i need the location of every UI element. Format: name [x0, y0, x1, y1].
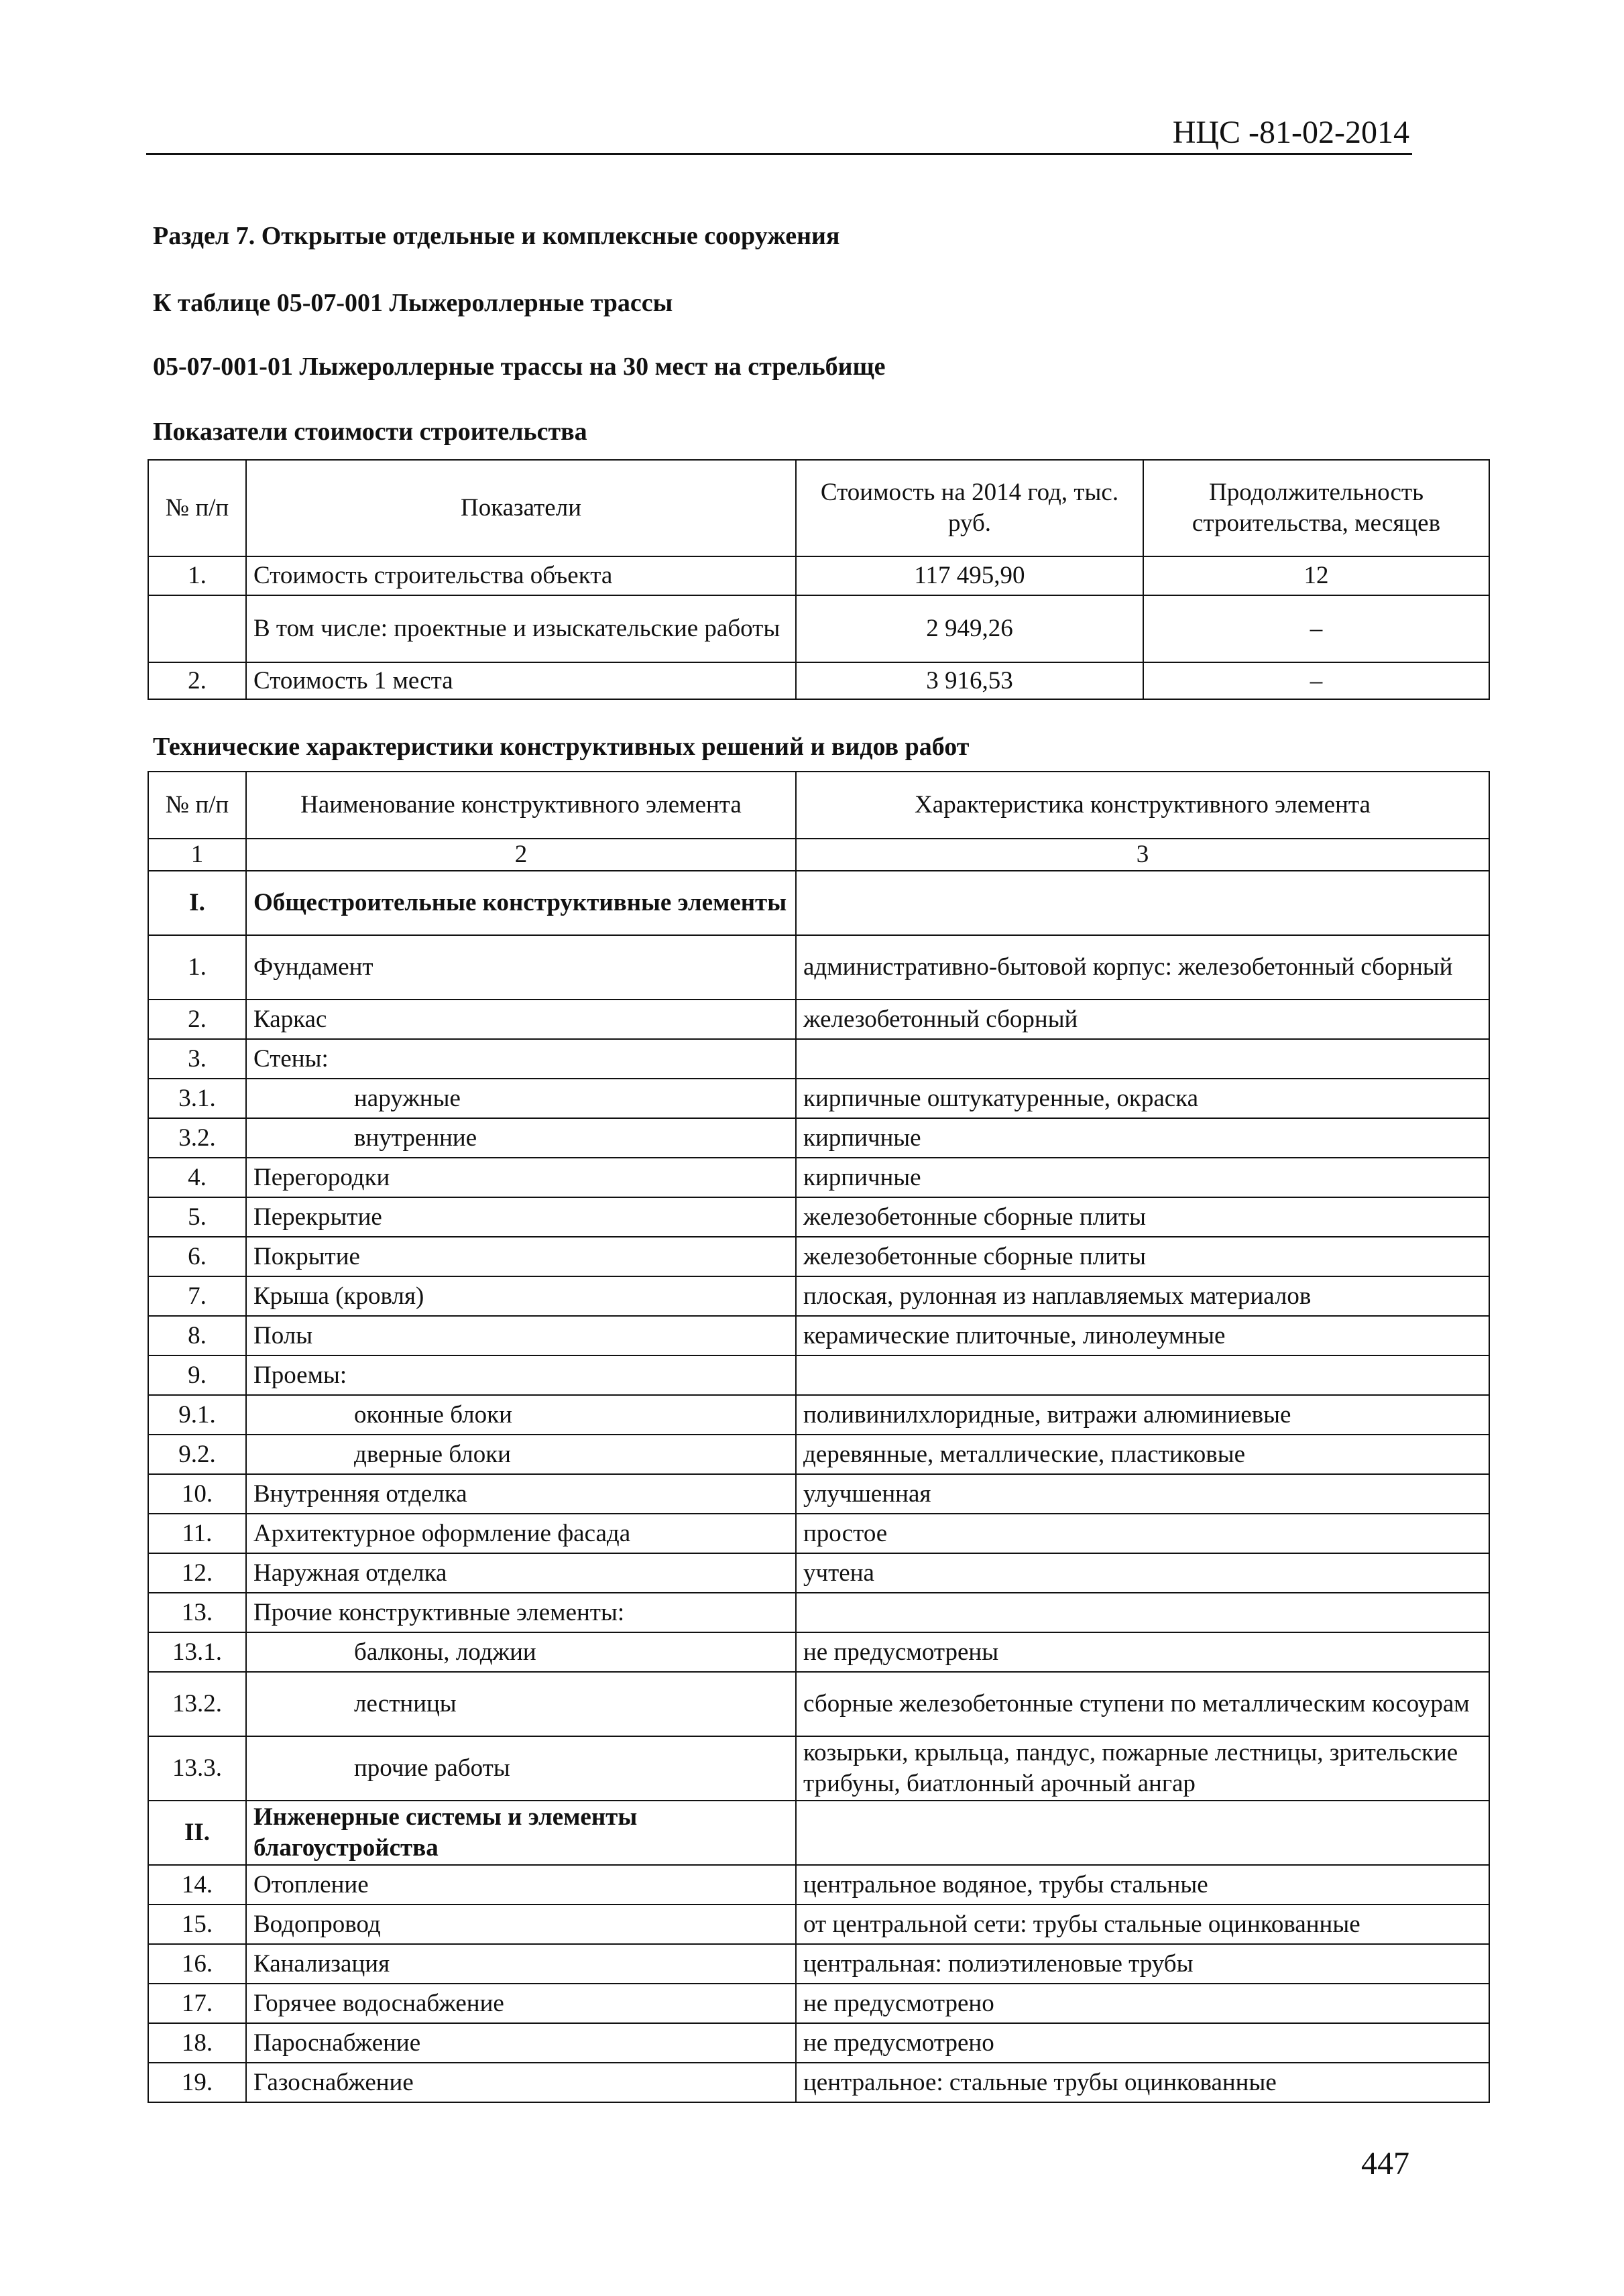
tech-row-num: 14. — [148, 1865, 246, 1905]
tech-row — [148, 1672, 1489, 1736]
tech-row-desc: плоская, рулонная из наплавляемых материалов — [796, 1276, 1489, 1316]
cost-row — [148, 595, 1489, 662]
tech-table — [148, 771, 1490, 2103]
tech-colnum: 3 — [796, 839, 1489, 871]
tech-row — [148, 2063, 1489, 2102]
tech-row-desc: кирпичные оштукатуренные, окраска — [796, 1079, 1489, 1118]
tech-row — [148, 1395, 1489, 1435]
cost-header-num: № п/п — [148, 460, 246, 556]
tech-row-desc: центральная: полиэтиленовые трубы — [796, 1944, 1489, 1984]
tech-row-desc: учтена — [796, 1553, 1489, 1593]
tech-section-row — [148, 1801, 1489, 1865]
tech-row-name: Газоснабжение — [246, 2063, 796, 2102]
tech-row-name: оконные блоки — [246, 1395, 796, 1435]
tech-row-desc: кирпичные — [796, 1118, 1489, 1158]
tech-row-num: 13.3. — [148, 1736, 246, 1801]
tech-row — [148, 1276, 1489, 1316]
tech-row-num: 15. — [148, 1905, 246, 1944]
table-reference: К таблице 05-07-001 Лыжероллерные трассы — [153, 289, 673, 317]
cost-row-num — [148, 595, 246, 662]
tech-row-desc: сборные железобетонные ступени по металлическим косоурам — [796, 1672, 1489, 1736]
tech-row — [148, 1984, 1489, 2023]
tech-row-name: лестницы — [246, 1672, 796, 1736]
tech-row-name: Пароснабжение — [246, 2023, 796, 2063]
tech-row-num: 7. — [148, 1276, 246, 1316]
tech-row-desc: простое — [796, 1514, 1489, 1553]
tech-row-name: наружные — [246, 1079, 796, 1118]
tech-section-row — [148, 871, 1489, 935]
cost-row-num: 2. — [148, 662, 246, 699]
document-code: НЦС -81-02-2014 — [1172, 115, 1409, 150]
tech-row-desc — [796, 871, 1489, 935]
tech-row-desc: деревянные, металлические, пластиковые — [796, 1435, 1489, 1474]
tech-colnum: 2 — [246, 839, 796, 871]
tech-row-desc: поливинилхлоридные, витражи алюминиевые — [796, 1395, 1489, 1435]
cost-table-title: Показатели стоимости строительства — [153, 418, 587, 446]
tech-row — [148, 1237, 1489, 1276]
tech-row-name: Водопровод — [246, 1905, 796, 1944]
tech-row-name: Отопление — [246, 1865, 796, 1905]
tech-row-desc: центральное: стальные трубы оцинкованные — [796, 2063, 1489, 2102]
tech-row-name: Перегородки — [246, 1158, 796, 1197]
cost-header-duration: Продолжительность строительства, месяцев — [1143, 460, 1489, 556]
cost-row-cost: 2 949,26 — [796, 595, 1143, 662]
cost-row-duration: – — [1143, 595, 1489, 662]
tech-colnum: 1 — [148, 839, 246, 871]
tech-row-name: Полы — [246, 1316, 796, 1355]
tech-row-name: Перекрытие — [246, 1197, 796, 1237]
tech-row — [148, 1197, 1489, 1237]
tech-row-num: 2. — [148, 1000, 246, 1039]
tech-row-num: 13.1. — [148, 1632, 246, 1672]
tech-row-name: Внутренняя отделка — [246, 1474, 796, 1514]
tech-row — [148, 935, 1489, 1000]
tech-row-desc: козырьки, крыльца, пандус, пожарные лестницы, зрительские трибуны, биатлонный арочный ангар — [796, 1736, 1489, 1801]
tech-row-desc: не предусмотрены — [796, 1632, 1489, 1672]
tech-row-num: 6. — [148, 1237, 246, 1276]
tech-row — [148, 1593, 1489, 1632]
tech-row-name: Инженерные системы и элементы благоустройства — [246, 1801, 796, 1865]
tech-row-name: балконы, лоджии — [246, 1632, 796, 1672]
cost-row — [148, 556, 1489, 595]
tech-header-desc: Характеристика конструктивного элемента — [796, 772, 1489, 839]
tech-row-num: 3. — [148, 1039, 246, 1079]
cost-row-duration: – — [1143, 662, 1489, 699]
tech-row-name: Архитектурное оформление фасада — [246, 1514, 796, 1553]
tech-row-num: 4. — [148, 1158, 246, 1197]
cost-row-duration: 12 — [1143, 556, 1489, 595]
tech-row-num: 18. — [148, 2023, 246, 2063]
tech-row-num: 9.1. — [148, 1395, 246, 1435]
tech-row-desc: керамические плиточные, линолеумные — [796, 1316, 1489, 1355]
tech-row-desc: не предусмотрено — [796, 2023, 1489, 2063]
tech-row-desc: от центральной сети: трубы стальные оцинкованные — [796, 1905, 1489, 1944]
cost-row-cost: 117 495,90 — [796, 556, 1143, 595]
tech-row-num: 10. — [148, 1474, 246, 1514]
tech-row-name: Прочие конструктивные элементы: — [246, 1593, 796, 1632]
tech-row — [148, 1736, 1489, 1801]
tech-row — [148, 1158, 1489, 1197]
tech-row-num: 8. — [148, 1316, 246, 1355]
tech-row — [148, 1355, 1489, 1395]
tech-row-desc: не предусмотрено — [796, 1984, 1489, 2023]
tech-row-name: Крыша (кровля) — [246, 1276, 796, 1316]
tech-row-name: Каркас — [246, 1000, 796, 1039]
header-rule — [146, 153, 1412, 155]
tech-row-desc: центральное водяное, трубы стальные — [796, 1865, 1489, 1905]
section-title: Раздел 7. Открытые отдельные и комплексные сооружения — [153, 222, 840, 250]
tech-row-num: 13. — [148, 1593, 246, 1632]
tech-header-num: № п/п — [148, 772, 246, 839]
tech-row-desc: кирпичные — [796, 1158, 1489, 1197]
tech-row — [148, 1316, 1489, 1355]
item-title: 05-07-001-01 Лыжероллерные трассы на 30 мест на стрельбище — [153, 353, 886, 381]
tech-row — [148, 2023, 1489, 2063]
tech-row — [148, 1944, 1489, 1984]
tech-row — [148, 1039, 1489, 1079]
tech-row — [148, 1905, 1489, 1944]
tech-row-num: 17. — [148, 1984, 246, 2023]
tech-row-name: Горячее водоснабжение — [246, 1984, 796, 2023]
tech-row-desc — [796, 1039, 1489, 1079]
tech-row-desc: улучшенная — [796, 1474, 1489, 1514]
tech-row-desc: железобетонные сборные плиты — [796, 1237, 1489, 1276]
tech-row-num: 3.2. — [148, 1118, 246, 1158]
cost-row-name: Стоимость 1 места — [246, 662, 796, 699]
cost-header-cost: Стоимость на 2014 год, тыс. руб. — [796, 460, 1143, 556]
tech-row-name: Наружная отделка — [246, 1553, 796, 1593]
tech-row — [148, 1118, 1489, 1158]
tech-table-title: Технические характеристики конструктивных решений и видов работ — [153, 733, 970, 761]
tech-header-name: Наименование конструктивного элемента — [246, 772, 796, 839]
tech-row — [148, 1474, 1489, 1514]
tech-row — [148, 1553, 1489, 1593]
tech-row-num: 19. — [148, 2063, 246, 2102]
tech-row-desc — [796, 1593, 1489, 1632]
tech-row-name: Канализация — [246, 1944, 796, 1984]
tech-row-desc — [796, 1801, 1489, 1865]
tech-row-num: 16. — [148, 1944, 246, 1984]
tech-row-desc: административно-бытовой корпус: железобетонный сборный — [796, 935, 1489, 1000]
cost-row-num: 1. — [148, 556, 246, 595]
tech-row — [148, 1079, 1489, 1118]
tech-row-desc: железобетонные сборные плиты — [796, 1197, 1489, 1237]
tech-row-num: 11. — [148, 1514, 246, 1553]
tech-row-num: 12. — [148, 1553, 246, 1593]
tech-row — [148, 1435, 1489, 1474]
tech-row-num: 5. — [148, 1197, 246, 1237]
tech-row — [148, 1865, 1489, 1905]
cost-row-cost: 3 916,53 — [796, 662, 1143, 699]
cost-row-name: В том числе: проектные и изыскательские работы — [246, 595, 796, 662]
tech-row — [148, 1000, 1489, 1039]
tech-row-num: I. — [148, 871, 246, 935]
tech-row-num: 9. — [148, 1355, 246, 1395]
tech-row-desc — [796, 1355, 1489, 1395]
tech-row-num: 3.1. — [148, 1079, 246, 1118]
tech-row — [148, 1632, 1489, 1672]
tech-row-name: Общестроительные конструктивные элементы — [246, 871, 796, 935]
tech-row-num: 13.2. — [148, 1672, 246, 1736]
cost-table — [148, 459, 1490, 700]
tech-row-name: внутренние — [246, 1118, 796, 1158]
tech-row-num: II. — [148, 1801, 246, 1865]
tech-row-name: Покрытие — [246, 1237, 796, 1276]
tech-row-desc: железобетонный сборный — [796, 1000, 1489, 1039]
cost-row — [148, 662, 1489, 699]
cost-row-name: Стоимость строительства объекта — [246, 556, 796, 595]
tech-row-num: 1. — [148, 935, 246, 1000]
tech-row-name: прочие работы — [246, 1736, 796, 1801]
tech-row-num: 9.2. — [148, 1435, 246, 1474]
cost-header-name: Показатели — [246, 460, 796, 556]
tech-row-name: Стены: — [246, 1039, 796, 1079]
page-number: 447 — [1361, 2146, 1409, 2181]
tech-row-name: Проемы: — [246, 1355, 796, 1395]
tech-row — [148, 1514, 1489, 1553]
tech-row-name: дверные блоки — [246, 1435, 796, 1474]
tech-row-name: Фундамент — [246, 935, 796, 1000]
